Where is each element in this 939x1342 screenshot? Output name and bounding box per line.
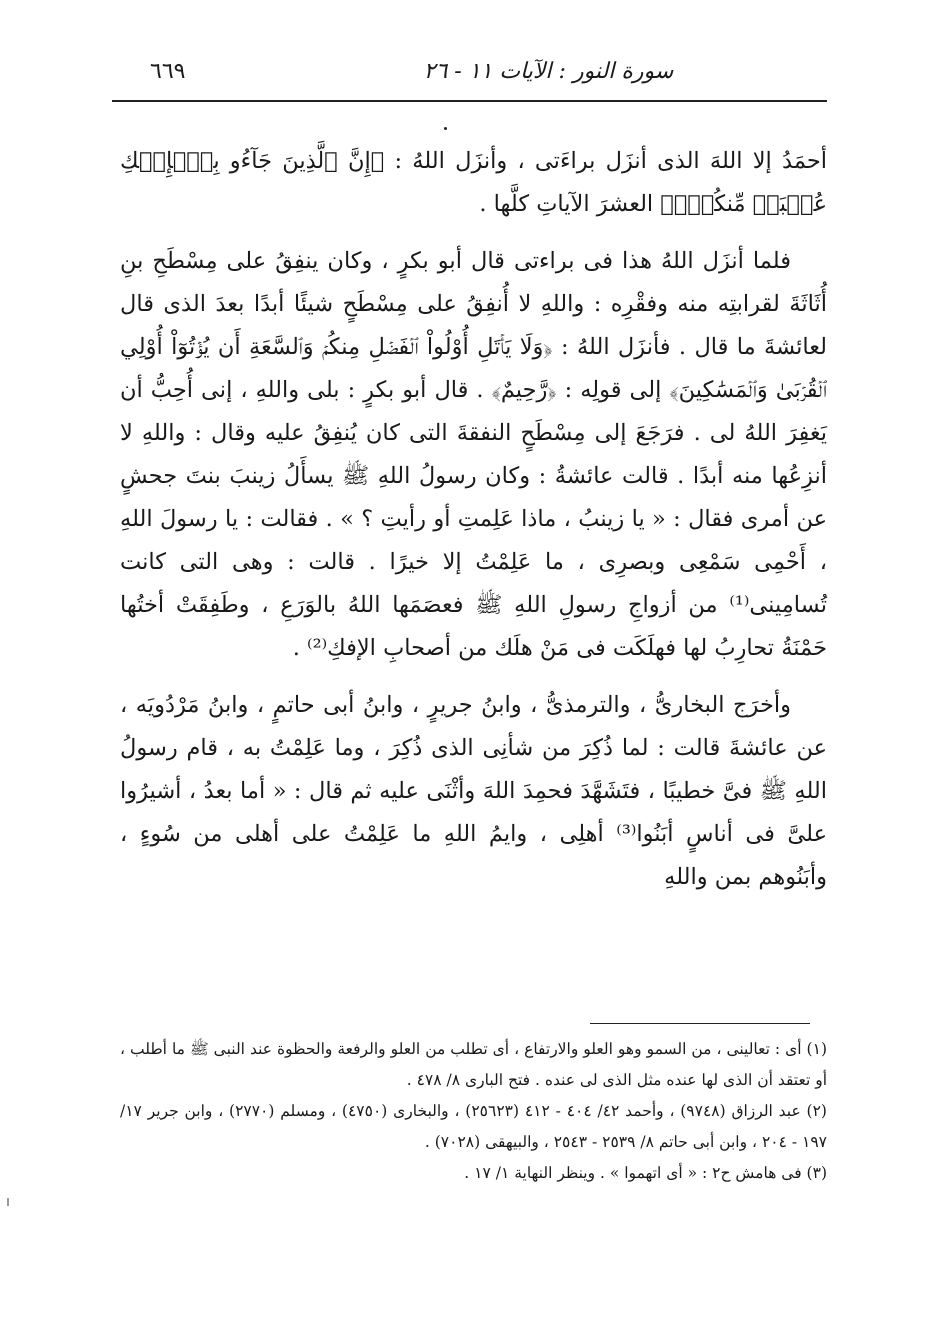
footnotes — [120, 1034, 827, 1189]
page-body — [120, 140, 827, 913]
header-title: سورة النور : الآيات ١١ - ٢٦ — [423, 59, 674, 84]
ornament-dot — [444, 127, 447, 130]
footnote: (١) أى : تعالينى ، من السمو وهو العلو والارتفاع ، أى تطلب من العلو والرفعة والحظوة عند النبى ﷺ ما أطلب ، أو تعتقد أن الذى لها عنده مثل الذى لى عنده . فتح البارى ٨/ ٤٧٨ . — [120, 1040, 827, 1089]
paragraph: وأخرَج البخارىُّ ، والترمذىُّ ، وابنُ جريرٍ ، وابنُ أبى حاتمٍ ، وابنُ مَرْدُويَه ، عن عائشةَ قالت : لما ذُكِرَ من شأنِى الذى ذُكِرَ ، وما عَلِمْتُ به ، قام رسولُ اللهِ ﷺ فىَّ خطيبًا ، فتَشَهَّدَ فحمِدَ اللهَ وأثْنَى عليه ثم قال : « أما بعدُ ، أشيرُوا علىَّ فى أناسٍ أبَنُوا⁽³⁾ أهلِى ، وايمُ اللهِ ما عَلِمْتُ على أهلى من سُوءٍ ، وأبَنُوهم بمن واللهِ — [120, 692, 827, 890]
scan-mark — [7, 1198, 9, 1206]
footnote: (٢) عبد الرزاق (٩٧٤٨) ، وأحمد ٤٢/ ٤٠٤ - ٤١٢ (٢٥٦٢٣) ، والبخارى (٤٧٥٠) ، ومسلم (٢٧٧٠) ، وابن جرير ١٧/ ١٩٧ - ٢٠٤ ، وابن أبى حاتم ٨/ ٢٥٣٩ - ٢٥٤٣ ، والبيهقى (٧٠٢٨) . — [120, 1102, 827, 1151]
paragraph: أحمَدُ إلا اللهَ الذى أنزَل براءَتى ، وأنزَل اللهُ : ﴿إِنَّ ٱلَّذِينَ جَآءُو بِٱلۡإِفۡكِ عُصۡبَةٞ مِّنكُمۡۚ﴾ العشرَ الآياتِ كلَّها . — [120, 148, 827, 217]
running-header — [120, 52, 827, 96]
page-number: ٦٦٩ — [150, 59, 186, 84]
footnote: (٣) فى هامش ح٢ : « أى اتهموا » . وينظر النهاية ١/ ١٧ . — [464, 1164, 827, 1182]
paragraph: فلما أنزَل اللهُ هذا فى براءتى قال أبو بكرٍ ، وكان ينفِقُ على مِسْطَحِ بنِ أُثَاثَةَ لقرابتِه منه وفقْرِه : واللهِ لا أُنفِقُ على مِسْطَحٍ شيئًا أبدًا بعدَ الذى قال لعائشةَ ما قال . فأنزَل اللهُ : ﴿وَلَا يَأۡتَلِ أُوْلُواْ ٱلۡفَضۡلِ مِنكُمۡ وَٱلسَّعَةِ أَن يُؤۡتُوٓاْ أُوْلِي ٱلۡقُرۡبَىٰ وَٱلۡمَسَٰكِينَ﴾ إلى قولِه : ﴿رَّحِيمٌ﴾ . قال أبو بكرٍ : بلى واللهِ ، إنى أُحِبُّ أن يَغفِرَ اللهُ لى . فرَجَعَ إلى مِسْطَحٍ النفقةَ التى كان يُنفِقُ عليه وقال : واللهِ لا أنزِعُها منه أبدًا . قالت عائشةُ : وكان رسولُ اللهِ ﷺ يسأَلُ زينبَ بنتَ جحشٍ عن أمرى فقال : « يا زينبُ ، ماذا عَلِمتِ أو رأيتِ ؟ » . فقالت : يا رسولَ اللهِ ، أَحْمِى سَمْعِى وبصرِى ، ما عَلِمْتُ إلا خيرًا . قالت : وهى التى كانت تُسامِينى⁽¹⁾ من أزواجِ رسولِ اللهِ ﷺ فعصَمَها اللهُ بالوَرَعِ ، وطَفِقَتْ أختُها حَمْنَةُ تحارِبُ لها فهلَكَت فى مَنْ هلَك من أصحابِ الإفكِ⁽²⁾ . — [120, 248, 827, 661]
header-rule — [112, 100, 827, 102]
footnote-rule — [590, 1023, 810, 1024]
